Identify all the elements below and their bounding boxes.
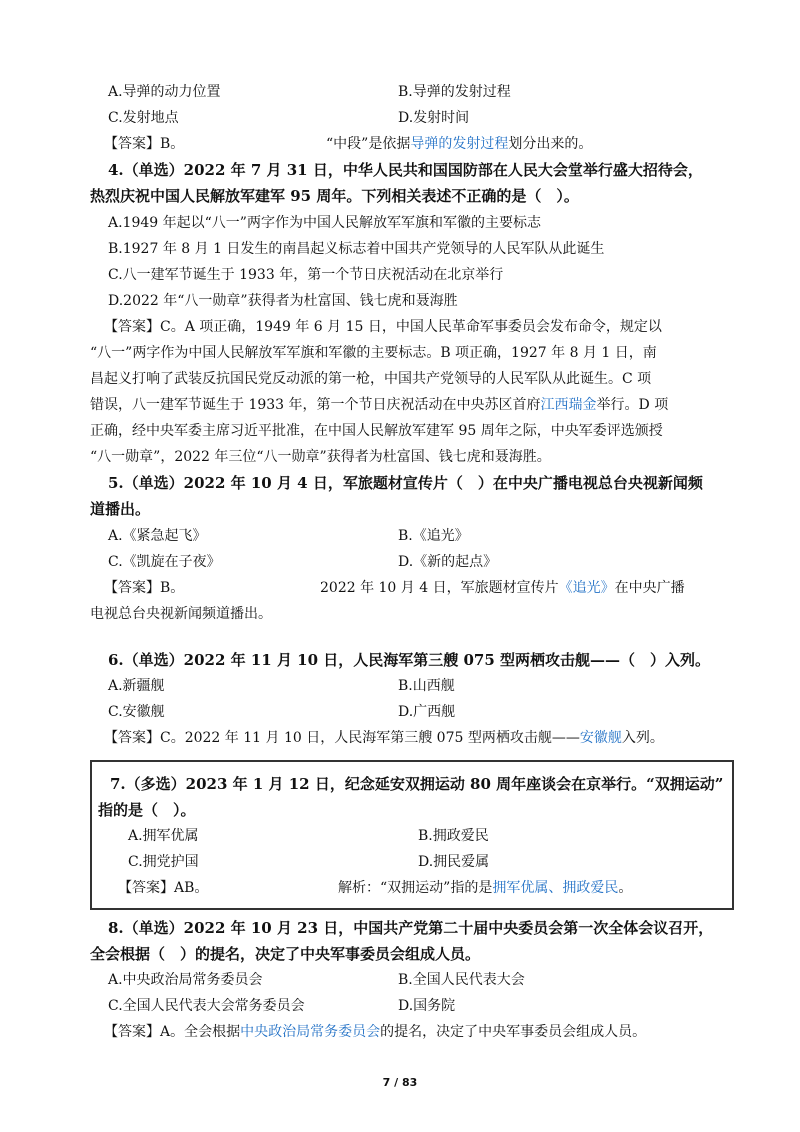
q7-boxed-excerpt (90, 760, 734, 910)
q8-answer: 【答案】A。全会根据中央政治局常务委员会的提名，决定了中央军事委员会组成人员。 (104, 1024, 647, 1040)
q8-stem-line-2: 全会根据（ ）的提名，决定了中央军事委员会组成人员。 (90, 945, 481, 963)
q4-highlight: 江西瑞金 (540, 397, 597, 413)
q3-option-c: C.发射地点 (108, 110, 179, 126)
q4-option-b: B.1927 年 8 月 1 日发生的南昌起义标志着中国共产党领导的人民军队从此诞生 (108, 241, 605, 257)
q6-stem: 6.（单选）2022 年 11 月 10 日，人民海军第三艘 075 型两栖攻击舰——（ ）入列。 (108, 651, 711, 669)
q4-answer-line-3: 昌起义打响了武装反抗国民党反动派的第一枪，中国共产党领导的人民军队从此诞生。C 项 (90, 371, 652, 387)
q5-stem-line-2: 道播出。 (90, 500, 151, 518)
q4-answer-line-4: 错误，八一建军节诞生于 1933 年，第一个节日庆祝活动在中央苏区首府江西瑞金举行。D 项 (90, 397, 669, 413)
q8-option-b: B.全国人民代表大会 (398, 972, 525, 988)
q5-highlight: 《追光》 (558, 580, 615, 596)
q5-explanation: 2022 年 10 月 4 日，军旅题材宣传片《追光》在中央广播 (320, 580, 685, 596)
q7-explanation: 解析：“双拥运动”指的是拥军优属、拥政爱民。 (338, 880, 633, 896)
q3-option-d: D.发射时间 (398, 110, 470, 126)
q5-option-d: D.《新的起点》 (398, 554, 498, 570)
q8-stem-line-1: 8.（单选）2022 年 10 月 23 日，中国共产党第二十届中央委员会第一次全体会议召开， (108, 919, 714, 937)
q8-option-a: A.中央政治局常务委员会 (108, 972, 263, 988)
q4-option-c: C.八一建军节诞生于 1933 年，第一个节日庆祝活动在北京举行 (108, 267, 504, 283)
q8-option-c: C.全国人民代表大会常务委员会 (108, 998, 305, 1014)
q5-answer: 【答案】B。 (104, 580, 185, 596)
q4-answer-line-1: 【答案】C。A 项正确，1949 年 6 月 15 日，中国人民革命军事委员会发布命令，规定以 (104, 319, 662, 335)
q6-option-a: A.新疆舰 (108, 678, 165, 694)
q4-stem-line-1: 4.（单选）2022 年 7 月 31 日，中华人民共和国国防部在人民大会堂举行盛大招待会， (108, 161, 703, 179)
q3-highlight: 导弹的发射过程 (410, 136, 509, 152)
q3-option-a: A.导弹的动力位置 (108, 84, 221, 100)
q7-option-c: C.拥党护国 (128, 854, 199, 870)
q8-option-d: D.国务院 (398, 998, 456, 1014)
q5-option-a: A.《紧急起飞》 (108, 528, 207, 544)
q6-option-d: D.广西舰 (398, 704, 456, 720)
q7-option-a: A.拥军优属 (128, 828, 199, 844)
q6-highlight: 安徽舰 (579, 730, 622, 746)
q3-explanation: “中段”是依据导弹的发射过程划分出来的。 (326, 136, 593, 152)
q7-highlight: 拥军优属、拥政爱民 (492, 880, 619, 896)
q3-option-b: B.导弹的发射过程 (398, 84, 511, 100)
q6-answer: 【答案】C。2022 年 11 月 10 日，人民海军第三艘 075 型两栖攻击舰——安徽舰入列。 (104, 730, 664, 746)
q7-stem-line-1: 7.（多选）2023 年 1 月 12 日，纪念延安双拥运动 80 周年座谈会在京举行。“双拥运动” (110, 775, 724, 793)
q4-answer-line-2: “八一”两字作为中国人民解放军军旗和军徽的主要标志。B 项正确，1927 年 8 月 1 日，南 (90, 345, 657, 361)
q5-option-b: B.《追光》 (398, 528, 469, 544)
q8-highlight: 中央政治局常务委员会 (240, 1024, 381, 1040)
q7-option-d: D.拥民爱属 (418, 854, 490, 870)
q7-option-b: B.拥政爱民 (418, 828, 489, 844)
q5-option-c: C.《凯旋在子夜》 (108, 554, 221, 570)
q5-stem-line-1: 5.（单选）2022 年 10 月 4 日，军旅题材宣传片（ ）在中央广播电视总台央视新闻频 (108, 474, 703, 492)
q6-option-b: B.山西舰 (398, 678, 455, 694)
q4-answer-line-6: “八一勋章”，2022 年三位“八一勋章”获得者为杜富国、钱七虎和聂海胜。 (90, 449, 551, 465)
q3-answer: 【答案】B。 (104, 136, 185, 152)
q4-stem-line-2: 热烈庆祝中国人民解放军建军 95 周年。下列相关表述不正确的是（ ）。 (90, 187, 579, 205)
q7-stem-line-2: 指的是（ ）。 (98, 801, 196, 819)
q4-answer-line-5: 正确，经中央军委主席习近平批准，在中国人民解放军建军 95 周年之际，中央军委评选颁授 (90, 423, 663, 439)
page-number: 7 / 83 (382, 1076, 418, 1089)
q4-option-d: D.2022 年“八一勋章”获得者为杜富国、钱七虎和聂海胜 (108, 293, 458, 309)
q7-answer: 【答案】AB。 (118, 880, 209, 896)
q4-option-a: A.1949 年起以“八一”两字作为中国人民解放军军旗和军徽的主要标志 (108, 215, 541, 231)
q5-explanation-line-2: 电视总台央视新闻频道播出。 (90, 606, 272, 622)
q6-option-c: C.安徽舰 (108, 704, 165, 720)
